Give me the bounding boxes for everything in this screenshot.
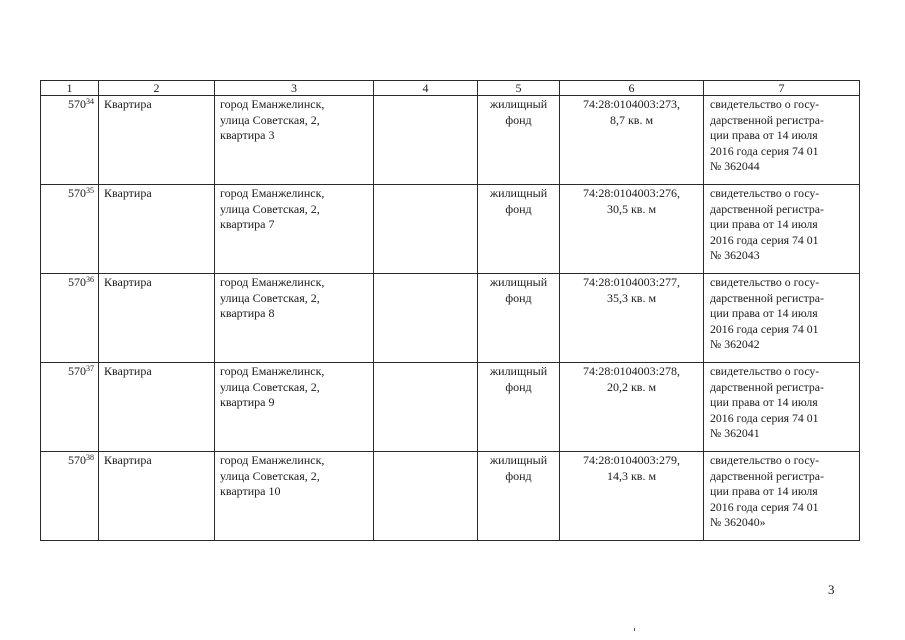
- address-cell: [215, 185, 374, 274]
- header-cell-2: 2: [99, 81, 215, 96]
- address: город Еманжелинск, улица Советская, 2, квартира 9: [220, 364, 325, 409]
- cadastre-number-area: 74:28:0104003:278, 20,2 кв. м: [582, 364, 680, 394]
- header-cell-3: 3: [215, 81, 374, 96]
- fund-cell: [478, 185, 560, 274]
- row-number-cell: [41, 452, 99, 541]
- empty-cell: [374, 452, 478, 541]
- fund: жилищный фонд: [489, 364, 548, 394]
- address-cell: [215, 452, 374, 541]
- object-type: Квартира: [104, 453, 152, 467]
- row-number-cell: [41, 96, 99, 185]
- certificate-cell: [704, 363, 860, 452]
- header-cell-7: 7: [704, 81, 860, 96]
- empty-cell: [374, 185, 478, 274]
- row-number-superscript: 38: [86, 453, 94, 462]
- registration-certificate: свидетельство о госу- дарственной регистра- ции права от 14 июля 2016 года серия 74 01 № 362041: [710, 364, 824, 440]
- cadastre-cell: [560, 185, 704, 274]
- address-cell: [215, 96, 374, 185]
- row-number: 570: [68, 275, 86, 289]
- fund-cell: [478, 452, 560, 541]
- fund: жилищный фонд: [489, 97, 548, 127]
- fund-cell: [478, 274, 560, 363]
- object-type-cell: [99, 185, 215, 274]
- header-cell-1: 1: [41, 81, 99, 96]
- row-number: 570: [68, 453, 86, 467]
- registration-certificate: свидетельство о госу- дарственной регистра- ции права от 14 июля 2016 года серия 74 01 № 362040»: [710, 453, 824, 529]
- cadastre-cell: [560, 96, 704, 185]
- address: город Еманжелинск, улица Советская, 2, квартира 10: [220, 453, 325, 498]
- registration-certificate: свидетельство о госу- дарственной регистра- ции права от 14 июля 2016 года серия 74 01 № 362042: [710, 275, 824, 351]
- table-header-row: [41, 81, 860, 96]
- address: город Еманжелинск, улица Советская, 2, квартира 3: [220, 97, 325, 142]
- object-type: Квартира: [104, 97, 152, 111]
- cadastre-cell: [560, 274, 704, 363]
- scan-speck: [634, 628, 635, 631]
- table-row: [41, 274, 860, 363]
- row-number: 570: [68, 186, 86, 200]
- row-number: 570: [68, 97, 86, 111]
- certificate-cell: [704, 185, 860, 274]
- row-number: 570: [68, 364, 86, 378]
- table-row: [41, 363, 860, 452]
- table-row: [41, 96, 860, 185]
- object-type: Квартира: [104, 364, 152, 378]
- object-type-cell: [99, 452, 215, 541]
- certificate-cell: [704, 452, 860, 541]
- table-row: [41, 452, 860, 541]
- property-registry-table: [40, 80, 860, 541]
- cadastre-cell: [560, 363, 704, 452]
- object-type: Квартира: [104, 186, 152, 200]
- cadastre-number-area: 74:28:0104003:279, 14,3 кв. м: [582, 453, 680, 483]
- address-cell: [215, 363, 374, 452]
- registration-certificate: свидетельство о госу- дарственной регистра- ции права от 14 июля 2016 года серия 74 01 № 362043: [710, 186, 824, 262]
- registration-certificate: свидетельство о госу- дарственной регистра- ции права от 14 июля 2016 года серия 74 01 № 362044: [710, 97, 824, 173]
- cadastre-number-area: 74:28:0104003:273, 8,7 кв. м: [582, 97, 680, 127]
- row-number-cell: [41, 363, 99, 452]
- header-cell-5: 5: [478, 81, 560, 96]
- object-type-cell: [99, 363, 215, 452]
- empty-cell: [374, 274, 478, 363]
- certificate-cell: [704, 274, 860, 363]
- cadastre-cell: [560, 452, 704, 541]
- empty-cell: [374, 96, 478, 185]
- address-cell: [215, 274, 374, 363]
- fund: жилищный фонд: [489, 453, 548, 483]
- empty-cell: [374, 363, 478, 452]
- row-number-superscript: 35: [86, 186, 94, 195]
- table-row: [41, 185, 860, 274]
- address: город Еманжелинск, улица Советская, 2, квартира 8: [220, 275, 325, 320]
- header-cell-6: 6: [560, 81, 704, 96]
- row-number-cell: [41, 185, 99, 274]
- certificate-cell: [704, 96, 860, 185]
- fund: жилищный фонд: [489, 186, 548, 216]
- header-cell-4: 4: [374, 81, 478, 96]
- row-number-superscript: 37: [86, 364, 94, 373]
- fund-cell: [478, 96, 560, 185]
- row-number-superscript: 34: [86, 97, 94, 106]
- page-number: 3: [828, 582, 835, 597]
- row-number-superscript: 36: [86, 275, 94, 284]
- fund: жилищный фонд: [489, 275, 548, 305]
- row-number-cell: [41, 274, 99, 363]
- cadastre-number-area: 74:28:0104003:277, 35,3 кв. м: [582, 275, 680, 305]
- object-type: Квартира: [104, 275, 152, 289]
- object-type-cell: [99, 274, 215, 363]
- object-type-cell: [99, 96, 215, 185]
- address: город Еманжелинск, улица Советская, 2, квартира 7: [220, 186, 325, 231]
- fund-cell: [478, 363, 560, 452]
- cadastre-number-area: 74:28:0104003:276, 30,5 кв. м: [582, 186, 680, 216]
